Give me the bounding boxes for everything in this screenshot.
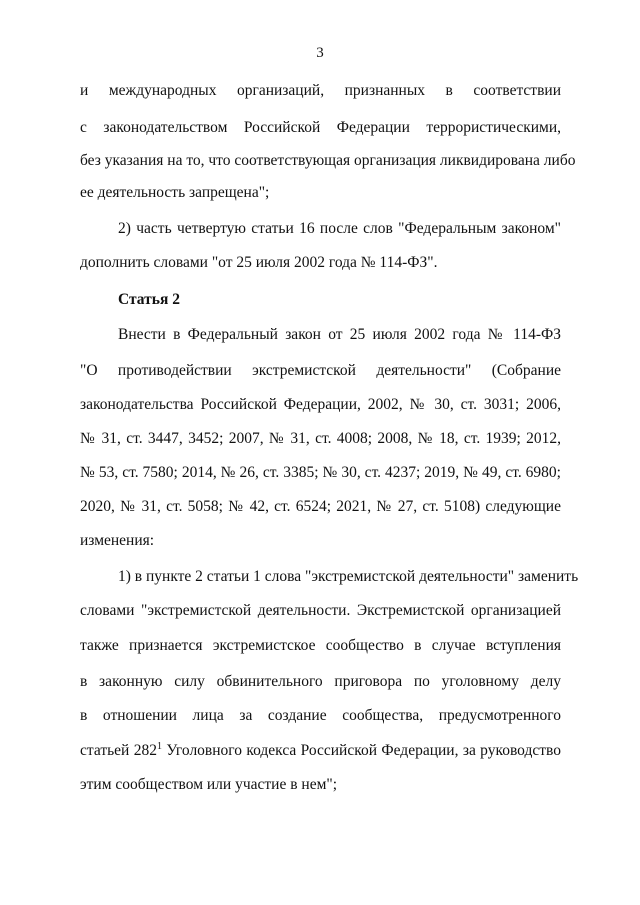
text-line: в отношении лица за создание сообщества, предусмотренного	[80, 707, 561, 724]
text-line: также признается экстремистское сообщество в случае вступления	[80, 637, 561, 654]
text-line: без указания на то, что соответствующая организация ликвидирована либо	[80, 152, 576, 169]
text-line: дополнить словами "от 25 июля 2002 года № 114-ФЗ".	[80, 254, 438, 271]
text-line: 2020, № 31, ст. 5058; № 42, ст. 6524; 2021, № 27, ст. 5108) следующие	[80, 498, 561, 515]
text-fragment: статьей 282	[80, 742, 157, 759]
superscript: 1	[156, 740, 162, 752]
text-line: этим сообществом или участие в нем";	[80, 776, 338, 793]
text-line: и международных организаций, признанных в соответствии	[80, 82, 561, 99]
text-line: 1) в пункте 2 статьи 1 слова "экстремистской деятельности" заменить	[118, 568, 579, 585]
text-line: № 31, ст. 3447, 3452; 2007, № 31, ст. 4008; 2008, № 18, ст. 1939; 2012,	[80, 430, 561, 447]
text-line: ее деятельность запрещена";	[80, 184, 270, 201]
article-heading: Статья 2	[118, 291, 180, 308]
text-line: "О противодействии экстремистской деятельности" (Собрание	[80, 362, 561, 379]
page-number: 3	[316, 45, 324, 61]
text-line: № 53, ст. 7580; 2014, № 26, ст. 3385; № 30, ст. 4237; 2019, № 49, ст. 6980;	[80, 464, 561, 481]
text-line: словами "экстремистской деятельности. Экстремистской организацией	[80, 602, 561, 619]
text-line: изменения:	[80, 532, 155, 549]
text-line: законодательства Российской Федерации, 2002, № 30, ст. 3031; 2006,	[80, 396, 561, 413]
text-line: 2) часть четвертую статьи 16 после слов "Федеральным законом"	[118, 220, 561, 237]
text-line: с законодательством Российской Федерации террористическими,	[80, 119, 561, 136]
text-line-with-superscript	[80, 742, 561, 760]
text-line: в законную силу обвинительного приговора по уголовному делу	[80, 673, 561, 690]
text-line: Внести в Федеральный закон от 25 июля 2002 года № 114-ФЗ	[118, 326, 561, 343]
text-fragment: Уголовного кодекса Российской Федерации, за руководство	[161, 742, 561, 759]
